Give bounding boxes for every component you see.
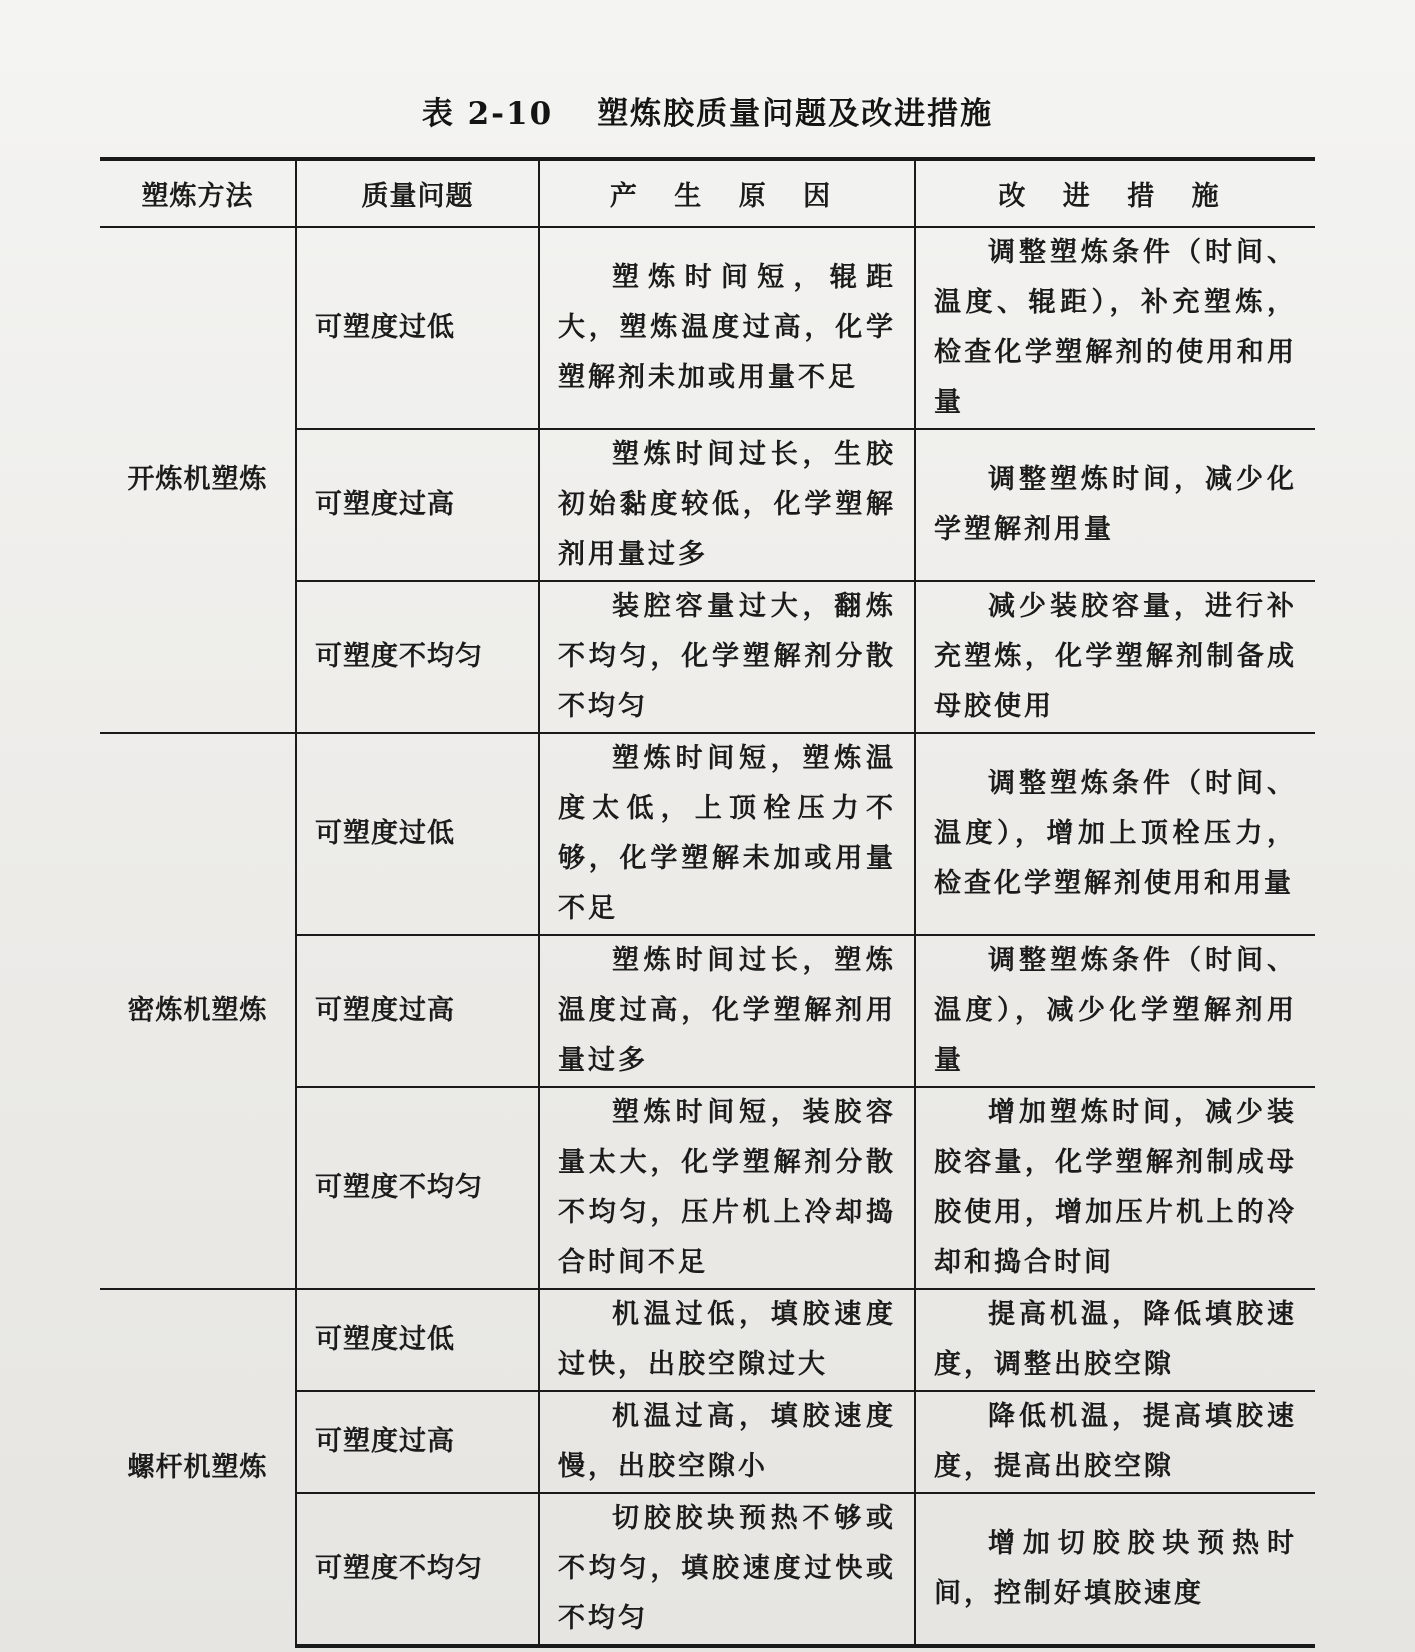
header-method: 塑炼方法: [100, 159, 296, 227]
measure-cell: 减少装胶容量，进行补充塑炼，化学塑解剂制备成母胶使用: [915, 581, 1315, 733]
measure-cell: 增加塑炼时间，减少装胶容量，化学塑解剂制成母胶使用，增加压片机上的冷却和捣合时间: [915, 1087, 1315, 1289]
cause-cell: 塑炼时间过长，塑炼温度过高，化学塑解剂用量过多: [539, 935, 915, 1087]
cause-cell: 机温过低，填胶速度过快，出胶空隙过大: [539, 1289, 915, 1391]
measure-cell: 调整塑炼条件（时间、温度），减少化学塑解剂用量: [915, 935, 1315, 1087]
cause-cell: 塑炼时间过长，生胶初始黏度较低，化学塑解剂用量过多: [539, 429, 915, 581]
problem-cell: 可塑度不均匀: [296, 1087, 539, 1289]
measure-cell: 提高机温，降低填胶速度，调整出胶空隙: [915, 1289, 1315, 1391]
problem-cell: 可塑度过低: [296, 733, 539, 935]
problem-cell: 可塑度过低: [296, 1289, 539, 1391]
table-caption: [0, 88, 1415, 133]
measure-cell: 调整塑炼时间，减少化学塑解剂用量: [915, 429, 1315, 581]
problem-cell: 可塑度过高: [296, 935, 539, 1087]
table-title: 塑炼胶质量问题及改进措施: [597, 96, 994, 132]
cause-cell: 装腔容量过大，翻炼不均匀，化学塑解剂分散不均匀: [539, 581, 915, 733]
measure-cell: 调整塑炼条件（时间、温度、辊距），补充塑炼，检查化学塑解剂的使用和用量: [915, 227, 1315, 429]
problem-cell: 可塑度过高: [296, 429, 539, 581]
measure-cell: 调整塑炼条件（时间、温度），增加上顶栓压力，检查化学塑解剂使用和用量: [915, 733, 1315, 935]
header-measure: 改 进 措 施: [915, 159, 1315, 227]
table-number: 表 2-10: [421, 96, 554, 132]
method-cell: 开炼机塑炼: [100, 227, 296, 733]
table-row: [100, 733, 1315, 935]
cause-cell: 塑炼时间短，塑炼温度太低，上顶栓压力不够，化学塑解未加或用量不足: [539, 733, 915, 935]
problem-cell: 可塑度过高: [296, 1391, 539, 1493]
quality-table: [100, 157, 1315, 1648]
header-row: [100, 159, 1315, 227]
table-row: [100, 1289, 1315, 1391]
problem-cell: 可塑度不均匀: [296, 1493, 539, 1646]
measure-cell: 降低机温，提高填胶速度，提高出胶空隙: [915, 1391, 1315, 1493]
problem-cell: 可塑度过低: [296, 227, 539, 429]
table-row: [100, 227, 1315, 429]
measure-cell: 增加切胶胶块预热时间，控制好填胶速度: [915, 1493, 1315, 1646]
header-problem: 质量问题: [296, 159, 539, 227]
header-cause: 产 生 原 因: [539, 159, 915, 227]
cause-cell: 切胶胶块预热不够或不均匀，填胶速度过快或不均匀: [539, 1493, 915, 1646]
cause-cell: 塑炼时间短，装胶容量太大，化学塑解剂分散不均匀，压片机上冷却捣合时间不足: [539, 1087, 915, 1289]
method-cell: 密炼机塑炼: [100, 733, 296, 1289]
cause-cell: 塑炼时间短，辊距大，塑炼温度过高，化学塑解剂未加或用量不足: [539, 227, 915, 429]
cause-cell: 机温过高，填胶速度慢，出胶空隙小: [539, 1391, 915, 1493]
problem-cell: 可塑度不均匀: [296, 581, 539, 733]
method-cell: 螺杆机塑炼: [100, 1289, 296, 1646]
